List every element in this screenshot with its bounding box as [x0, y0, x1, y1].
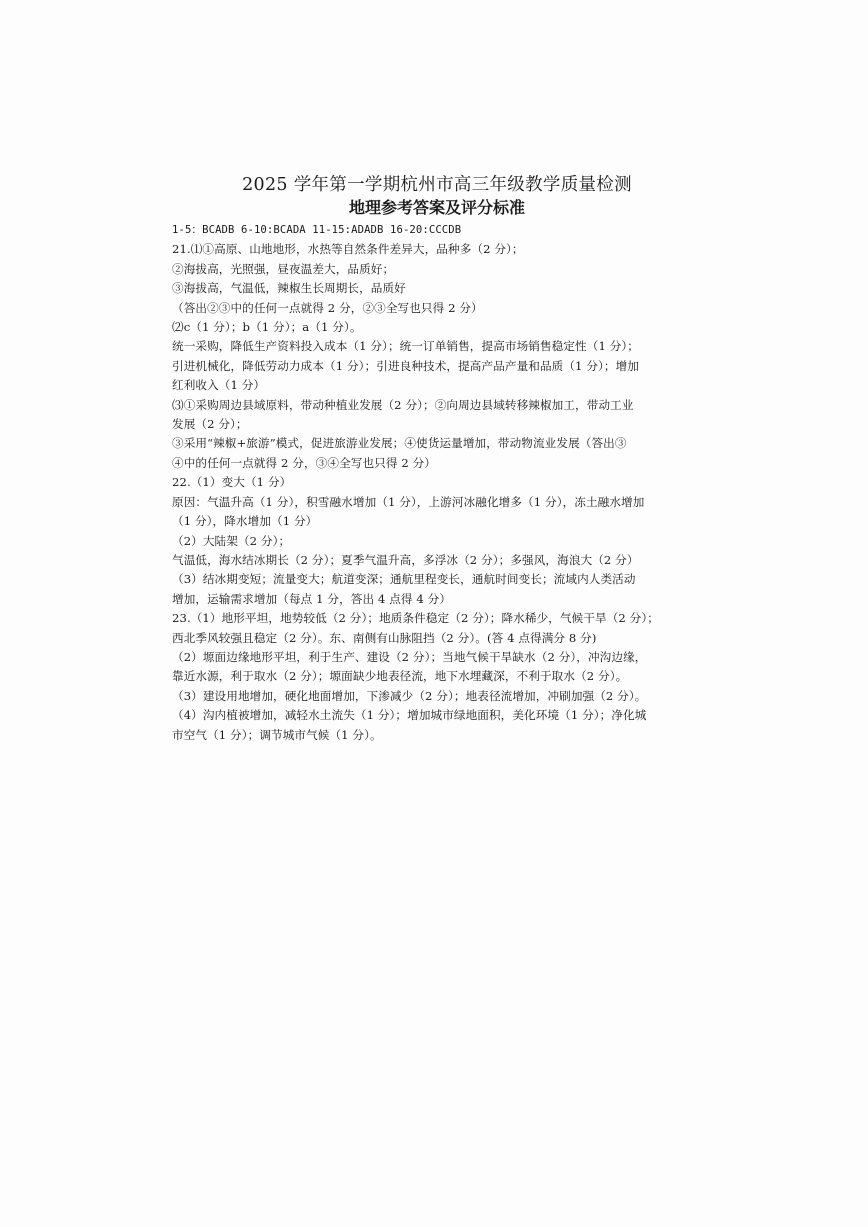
answer-line: 气温低，海水结冰期长（2 分）；夏季气温升高，多浮冰（2 分）；多强风，海浪大（2 分） [172, 552, 639, 567]
answer-line: ②海拔高，光照强，昼夜温差大，品质好； [172, 261, 395, 276]
answer-line: （2）塬面边缘地形平坦，利于生产、建设（2 分）；当地气候干旱缺水（2 分），冲沟边缘， [172, 649, 647, 664]
exam-title: 2025 学年第一学期杭州市高三年级教学质量检测 [242, 175, 632, 195]
answer-line: 21.⑴①高原、山地地形，水热等自然条件差异大，品种多（2 分）； [172, 242, 524, 257]
answer-line: 统一采购，降低生产资料投入成本（1 分）；统一订单销售，提高市场销售稳定性（1 分）； [172, 339, 639, 354]
answer-line: 引进机械化，降低劳动力成本（1 分）；引进良种技术，提高产品产量和品质（1 分）；增加 [172, 358, 639, 373]
answer-line: （3）结冰期变短；流量变大；航道变深；通航里程变长，通航时间变长；流域内人类活动 [172, 572, 636, 587]
answer-line: （答出②③中的任何一点就得 2 分，②③全写也只得 2 分） [172, 300, 483, 315]
answer-line: 红利收入（1 分） [172, 378, 266, 393]
answer-line: ⑶①采购周边县域原料，带动种植业发展（2 分）；②向周边县域转移辣椒加工，带动工业 [172, 397, 634, 412]
answer-line: 发展（2 分）； [172, 417, 248, 432]
answer-line: ③采用“辣椒+旅游”模式，促进旅游业发展；④使货运量增加，带动物流业发展（答出③ [172, 436, 627, 451]
answer-line: （1 分），降水增加（1 分） [172, 514, 318, 529]
answer-line: 23.（1）地形平坦，地势较低（2 分）；地质条件稳定（2 分）；降水稀少，气候干旱（2 分）； [172, 611, 659, 626]
answer-sheet [172, 173, 702, 745]
answer-line: （3）建设用地增加，硬化地面增加，下渗减少（2 分）；地表径流增加，冲刷加强（2 分）。 [172, 688, 647, 703]
answer-line: （4）沟内植被增加，减轻水土流失（1 分）；增加城市绿地面积，美化环境（1 分）；净化城 [172, 708, 647, 723]
answer-line: 原因：气温升高（1 分），积雪融水增加（1 分），上游河冰融化增多（1 分），冻土融水增加 [172, 494, 645, 509]
answer-line: 市空气（1 分）；调节城市气候（1 分）。 [172, 727, 382, 742]
answer-line: ④中的任何一点就得 2 分，③④全写也只得 2 分） [172, 455, 436, 470]
answer-line: 增加，运输需求增加（每点 1 分，答出 4 点得 4 分） [172, 591, 452, 606]
answer-line: ③海拔高，气温低，辣椒生长周期长，品质好 [172, 281, 406, 296]
choice-answers: 1-5：BCADB 6-10:BCADA 11-15:ADADB 16-20:CCCDB [172, 224, 462, 236]
answer-key-heading: 地理参考答案及评分标准 [348, 198, 525, 217]
answer-line: 22.（1）变大（1 分） [172, 475, 292, 490]
answer-line: 西北季风较强且稳定（2 分）。东、南侧有山脉阻挡（2 分）。(答 4 点得满分 8 分) [172, 630, 597, 645]
answer-line: 靠近水源，利于取水（2 分）；塬面缺少地表径流，地下水埋藏深，不利于取水（2 分）。 [172, 669, 628, 684]
answer-line: （2）大陆架（2 分）； [172, 533, 291, 548]
answer-line: ⑵c（1 分）；b（1 分）；a（1 分）。 [172, 320, 362, 335]
answer-lines [172, 240, 702, 745]
